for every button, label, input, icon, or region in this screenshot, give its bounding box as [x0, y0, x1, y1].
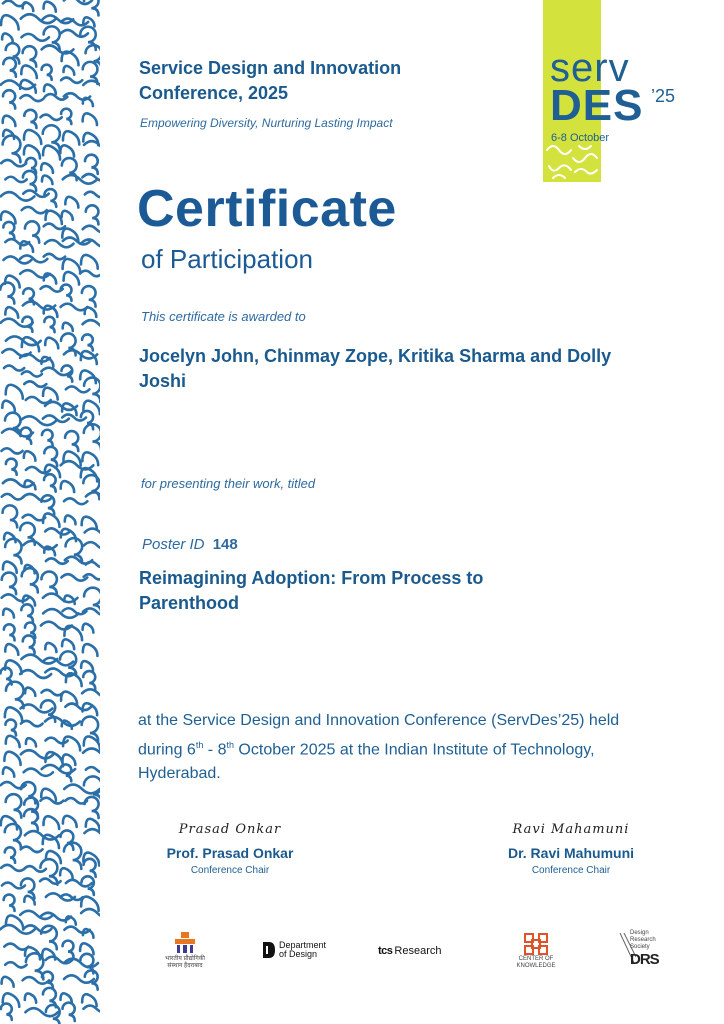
closing-statement: [138, 709, 658, 786]
pattern-squiggle: [5, 644, 18, 655]
pattern-squiggle: [65, 431, 78, 451]
pattern-squiggle: [63, 259, 81, 273]
pattern-squiggle: [84, 829, 100, 837]
pattern-squiggle: [61, 692, 77, 705]
pattern-squiggle: [5, 847, 15, 862]
closing-part3: October 2025 at the Indian Institute of Technology, Hyderabad.: [138, 741, 595, 783]
pattern-squiggle: [82, 334, 93, 350]
pattern-squiggle: [4, 944, 28, 950]
pattern-squiggle: [5, 720, 16, 736]
pattern-squiggle: [44, 474, 56, 491]
pattern-squiggle: [82, 452, 98, 465]
pattern-squiggle: [43, 513, 59, 526]
pattern-squiggle: [24, 110, 36, 128]
pattern-squiggle: [3, 505, 18, 527]
pattern-squiggle: [1, 816, 17, 829]
pattern-squiggle: [83, 226, 100, 233]
pattern-squiggle: [3, 90, 15, 108]
pattern-squiggle: [81, 661, 93, 671]
center-logo: [508, 932, 564, 970]
pattern-squiggle: [4, 256, 32, 263]
pattern-squiggle: [66, 673, 82, 686]
pattern-squiggle: [25, 993, 36, 1002]
pattern-squiggle: [45, 240, 74, 247]
pattern-squiggle: [43, 388, 58, 400]
pattern-squiggle: [1, 15, 19, 29]
pattern-squiggle: [61, 285, 72, 301]
tcs-research-logo: [378, 945, 441, 957]
pattern-squiggle: [5, 539, 21, 564]
conference-tagline: Empowering Diversity, Nurturing Lasting Impact: [140, 116, 393, 130]
pattern-squiggle: [4, 752, 20, 765]
pattern-squiggle: [80, 271, 100, 276]
pattern-squiggle: [22, 317, 32, 332]
pattern-squiggle: [85, 797, 99, 818]
pattern-squiggle: [83, 320, 100, 328]
pattern-squiggle: [21, 721, 43, 726]
decorative-pattern: [0, 0, 100, 1024]
pattern-squiggle: [62, 639, 74, 649]
signature-block-2: [471, 819, 671, 876]
dept-line2: of Design: [279, 949, 318, 959]
pattern-squiggle: [41, 572, 56, 595]
pattern-squiggle: [64, 975, 94, 982]
pattern-squiggle: [84, 141, 100, 149]
pattern-squiggle: [5, 962, 26, 967]
drs-brand: DRS: [630, 951, 659, 968]
department-of-design-logo: [262, 941, 326, 959]
pattern-squiggle: [0, 283, 14, 304]
pattern-squiggle: [6, 794, 22, 817]
iith-emblem-icon: [172, 930, 198, 956]
pattern-squiggle: [21, 782, 35, 803]
pattern-squiggle: [5, 307, 18, 317]
pattern-squiggle: [61, 304, 88, 311]
pattern-squiggle: [41, 495, 54, 514]
pattern-squiggle: [44, 2, 56, 12]
pattern-squiggle: [41, 368, 71, 375]
pattern-squiggle: [1, 1004, 12, 1020]
pattern-squiggle: [64, 785, 99, 794]
pattern-squiggle: [1, 160, 26, 166]
certificate-subtitle: of Participation: [141, 244, 313, 274]
pattern-squiggle: [3, 767, 14, 776]
iith-logo: [164, 930, 206, 970]
pattern-squiggle: [1, 192, 35, 200]
pattern-squiggle: [66, 386, 90, 392]
pattern-squiggle: [83, 671, 95, 689]
pattern-squiggle: [25, 221, 39, 242]
pattern-squiggle: [64, 272, 79, 285]
pattern-squiggle: [44, 189, 56, 207]
pattern-squiggle: [3, 136, 21, 163]
certificate-title: Certificate: [137, 180, 397, 238]
pattern-squiggle: [42, 430, 53, 446]
pattern-squiggle: [3, 1, 25, 6]
pattern-squiggle: [24, 769, 53, 776]
pattern-squiggle: [62, 52, 79, 66]
closing-part2: - 8: [203, 741, 227, 759]
signatory-name-2: Dr. Ravi Mahumuni: [507, 845, 635, 861]
pattern-squiggle: [20, 95, 44, 101]
pattern-squiggle: [63, 323, 73, 331]
poster-id-label: Poster ID: [142, 536, 205, 553]
presenting-intro: for presenting their work, titled: [141, 476, 316, 491]
pattern-squiggle: [2, 401, 14, 411]
awarded-intro: This certificate is awarded to: [141, 309, 306, 324]
pattern-squiggle: [26, 953, 43, 979]
pattern-squiggle: [86, 205, 99, 224]
pattern-squiggle: [81, 909, 100, 917]
pattern-squiggle: [6, 385, 23, 399]
pattern-squiggle: [41, 690, 63, 695]
closing-sup1: th: [195, 740, 204, 750]
pattern-squiggle: [85, 192, 100, 197]
pattern-squiggle: [83, 98, 93, 106]
pattern-squiggle: [61, 481, 74, 492]
pattern-squiggle: [4, 624, 15, 640]
pattern-squiggle: [2, 33, 13, 42]
pattern-squiggle: [45, 338, 58, 349]
dept-design-icon: [262, 941, 276, 959]
pattern-squiggle: [64, 66, 75, 75]
pattern-squiggle: [24, 451, 36, 460]
signature-1: Prasad Onkar: [178, 822, 282, 837]
pattern-squiggle: [85, 529, 100, 537]
pattern-squiggle: [25, 1008, 58, 1016]
pattern-squiggle: [84, 542, 100, 549]
pattern-squiggle: [84, 378, 100, 403]
dept-line1: Department: [279, 940, 327, 950]
pattern-squiggle: [3, 58, 16, 77]
pattern-squiggle: [23, 635, 35, 653]
pattern-squiggle: [22, 371, 42, 376]
pattern-squiggle: [61, 78, 82, 83]
pattern-squiggle: [81, 255, 98, 269]
pattern-squiggle: [60, 868, 72, 878]
tcs-research-label: Research: [394, 945, 442, 957]
pattern-squiggle: [4, 895, 15, 911]
pattern-squiggle: [83, 624, 94, 633]
logo-des-text: DES: [550, 81, 644, 130]
pattern-squiggle: [65, 197, 78, 208]
pattern-squiggle: [3, 222, 14, 238]
pattern-squiggle: [83, 749, 100, 758]
pattern-squiggle: [23, 515, 46, 521]
pattern-squiggle: [44, 317, 54, 332]
pattern-squiggle: [2, 573, 16, 595]
pattern-squiggle: [62, 211, 73, 220]
pattern-squiggle: [6, 682, 24, 708]
pattern-squiggle: [40, 798, 63, 804]
pattern-squiggle: [22, 568, 38, 592]
pattern-squiggle: [21, 65, 36, 78]
pattern-squiggle: [63, 941, 74, 957]
pattern-squiggle: [41, 926, 57, 949]
poster-id-number: 148: [212, 536, 238, 553]
pattern-squiggle: [63, 175, 97, 184]
signature-block-1: [130, 819, 330, 876]
drs-logo: [618, 930, 659, 968]
pattern-squiggle: [44, 273, 56, 283]
pattern-squiggle: [83, 113, 97, 125]
pattern-squiggle: [22, 207, 47, 213]
pattern-squiggle: [2, 977, 14, 987]
pattern-squiggle: [43, 146, 60, 160]
poster-title: Reimagining Adoption: From Process to Parenthood: [139, 568, 484, 613]
pattern-squiggle: [44, 306, 58, 317]
pattern-squiggle: [64, 498, 87, 504]
conference-title: Service Design and Innovation Conference, 2025: [139, 58, 402, 103]
pattern-squiggle: [23, 2, 34, 11]
pattern-squiggle: [26, 738, 36, 746]
pattern-squiggle: [20, 80, 36, 93]
closing-part1: at the Service Design and Innovation Conference (ServDes’25) held during 6: [138, 712, 620, 759]
drs-text: Design Research Society: [630, 930, 656, 950]
lotus-pattern-icon: [521, 932, 551, 956]
signatory-name-1: Prof. Prasad Onkar: [166, 845, 294, 861]
pattern-squiggle: [46, 211, 62, 224]
pattern-squiggle: [6, 459, 17, 475]
pattern-squiggle: [63, 131, 79, 144]
pattern-squiggle: [44, 447, 57, 466]
signatory-role-1: Conference Chair: [190, 865, 270, 876]
pattern-squiggle: [63, 816, 77, 827]
pattern-squiggle: [82, 286, 96, 307]
pattern-squiggle: [24, 866, 46, 871]
pattern-squiggle: [24, 381, 46, 387]
pattern-squiggle: [85, 307, 97, 316]
pattern-squiggle: [61, 993, 72, 1002]
signatory-role-2: Conference Chair: [531, 865, 611, 876]
pattern-squiggle: [20, 241, 33, 251]
pattern-squiggle: [60, 145, 74, 156]
pattern-squiggle: [3, 609, 14, 618]
pattern-squiggle: [42, 176, 52, 185]
pattern-squiggle: [85, 155, 98, 174]
logo-dates-text: 6-8 October: [551, 132, 610, 144]
logo-year-text: ’25: [651, 86, 676, 106]
pattern-squiggle: [84, 859, 96, 877]
pattern-squiggle: [21, 604, 33, 621]
pattern-squiggle: [86, 767, 100, 772]
pattern-squiggle: [21, 704, 53, 712]
pattern-squiggle: [61, 830, 74, 849]
pattern-squiggle: [23, 46, 37, 66]
pattern-squiggle: [22, 977, 49, 984]
iith-logo-text: भारतीय प्रौद्योगिकी संस्थान हैदराबाद: [165, 956, 205, 969]
pattern-squiggle: [21, 34, 49, 41]
logo-serv-text: serv: [550, 46, 630, 90]
poster-id: [142, 536, 238, 553]
pattern-squiggle: [66, 538, 83, 563]
pattern-squiggle: [63, 451, 80, 465]
pattern-squiggle: [21, 847, 43, 852]
pattern-squiggle: [44, 84, 56, 94]
signature-2: Ravi Mahamuni: [512, 822, 630, 837]
pattern-squiggle: [41, 163, 53, 173]
pattern-squiggle: [20, 416, 56, 425]
pattern-squiggle: [66, 880, 92, 886]
pattern-squiggle: [45, 643, 56, 652]
pattern-squiggle: [82, 689, 100, 697]
pattern-squiggle: [1, 865, 25, 871]
pattern-squiggle: [4, 366, 24, 371]
closing-sup2: th: [226, 740, 234, 750]
pattern-squiggle: [5, 824, 21, 848]
pattern-squiggle: [65, 515, 76, 524]
pattern-squiggle: [3, 562, 17, 573]
pattern-squiggle: [26, 397, 51, 403]
center-logo-text: CENTER OF KNOWLEDGE: [516, 956, 556, 969]
pattern-squiggle: [2, 494, 24, 499]
pattern-squiggle: [6, 736, 20, 747]
pattern-squiggle: [82, 994, 96, 1006]
pattern-squiggle: [3, 116, 16, 126]
pattern-squiggle: [40, 115, 61, 120]
pattern-squiggle: [63, 1003, 75, 1021]
pattern-squiggle: [43, 816, 59, 829]
pattern-squiggle: [82, 517, 97, 529]
pattern-squiggle: [42, 65, 52, 80]
pattern-squiggle: [64, 626, 82, 640]
pattern-squiggle: [25, 688, 35, 696]
pattern-squiggle: [83, 644, 98, 656]
pattern-squiggle: [64, 0, 92, 4]
pattern-squiggle: [24, 130, 41, 144]
pattern-squiggle: [24, 145, 40, 158]
pattern-squiggle: [24, 809, 38, 830]
pattern-squiggle: [1, 448, 22, 453]
pattern-squiggle: [61, 30, 88, 37]
pattern-squiggle: [6, 43, 20, 63]
tcs-brand: tcs: [378, 945, 393, 957]
recipient-names: Jocelyn John, Chinmay Zope, Kritika Sharma and Dolly Joshi: [139, 346, 612, 391]
